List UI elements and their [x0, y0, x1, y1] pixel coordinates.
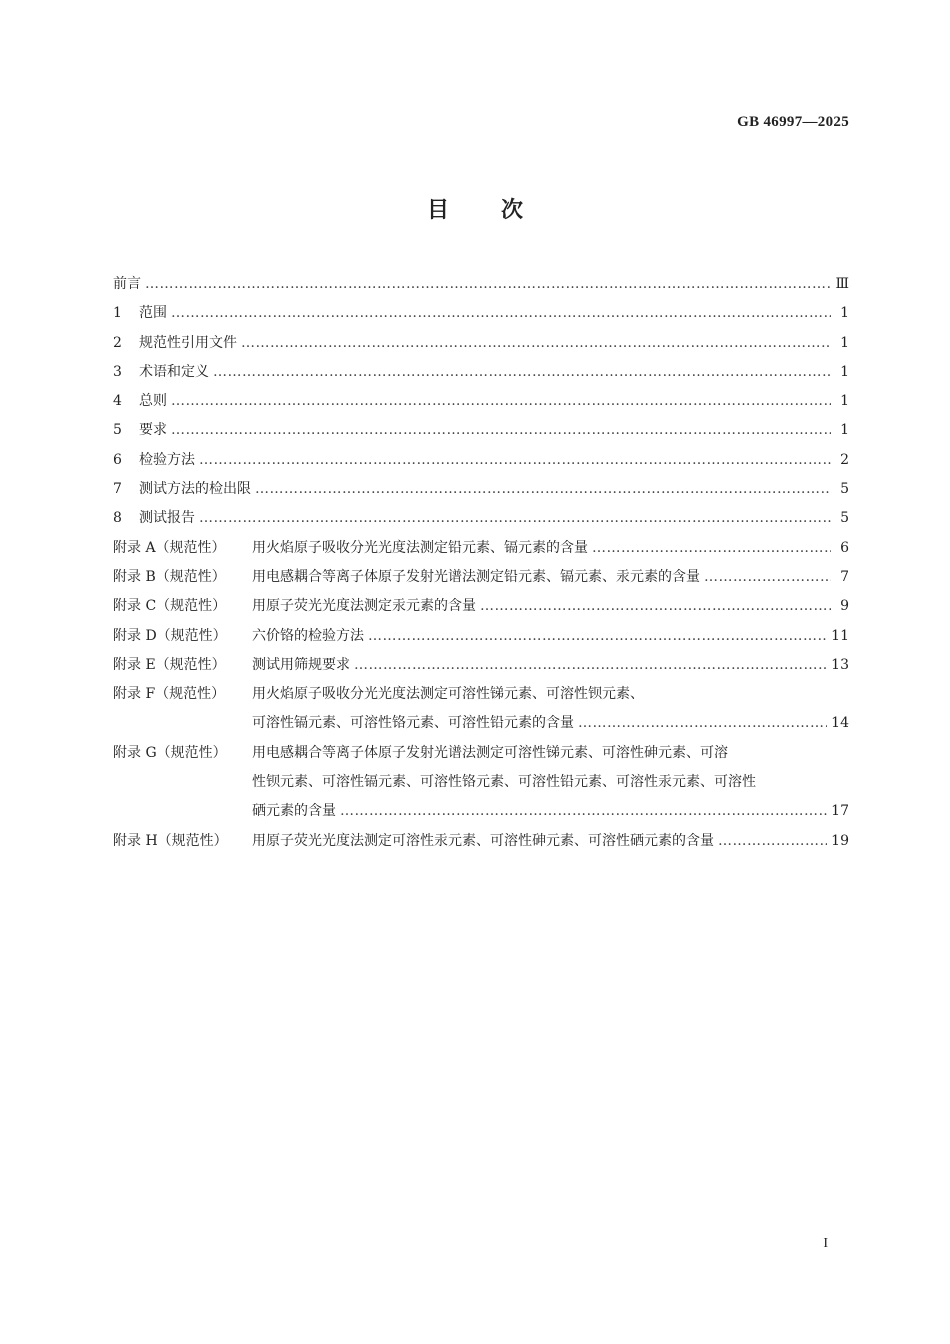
dot-leader [368, 622, 827, 651]
toc-entry-section[interactable] [113, 329, 849, 358]
dot-leader [171, 299, 831, 328]
toc-entry-annex-b[interactable] [113, 563, 849, 592]
toc-entry-annex-a[interactable] [113, 534, 849, 563]
dot-leader [241, 329, 831, 358]
table-of-contents [113, 270, 849, 856]
toc-label: 前言 [113, 276, 141, 292]
toc-page: 7 [840, 568, 849, 585]
toc-page: 6 [840, 539, 849, 556]
toc-label: 测试报告 [139, 510, 195, 527]
toc-label: 可溶性镉元素、可溶性铬元素、可溶性铅元素的含量 [252, 715, 574, 732]
dot-leader [718, 827, 827, 856]
toc-label: 用火焰原子吸收分光光度法测定铅元素、镉元素的含量 [252, 539, 588, 556]
annex-prefix: 附录 H（规范性） [113, 832, 228, 849]
toc-label: 用火焰原子吸收分光光度法测定可溶性锑元素、可溶性钡元素、 [252, 686, 644, 703]
toc-label: 测试方法的检出限 [139, 481, 251, 498]
toc-page: 17 [831, 803, 849, 820]
toc-entry-section[interactable] [113, 358, 849, 387]
annex-prefix: 附录 C（规范性） [113, 598, 227, 615]
dot-leader [480, 592, 831, 621]
toc-entry-section[interactable] [113, 387, 849, 416]
dot-leader [213, 358, 831, 387]
toc-entry-annex-d[interactable] [113, 622, 849, 651]
dot-leader [255, 475, 831, 504]
toc-label: 范围 [139, 305, 167, 322]
toc-entry-annex-g-continued[interactable] [113, 797, 849, 826]
toc-page: 19 [831, 832, 849, 849]
toc-entry-annex-f[interactable] [113, 680, 849, 709]
toc-entry-section[interactable] [113, 475, 849, 504]
toc-page: 1 [840, 305, 849, 322]
toc-entry-annex-g-continued[interactable] [113, 768, 849, 797]
toc-label: 测试用筛规要求 [252, 656, 350, 673]
toc-page: 11 [831, 627, 849, 644]
toc-entry-annex-c[interactable] [113, 592, 849, 621]
toc-label: 用原子荧光光度法测定汞元素的含量 [252, 598, 476, 615]
dot-leader [145, 270, 831, 299]
toc-page: 1 [840, 422, 849, 439]
toc-page: 13 [831, 656, 849, 673]
annex-prefix: 附录 A（规范性） [113, 539, 226, 556]
toc-page: 2 [840, 451, 849, 468]
dot-leader [592, 534, 831, 563]
toc-entry-section[interactable] [113, 504, 849, 533]
toc-entry-annex-h[interactable] [113, 827, 849, 856]
toc-number: 2 [113, 334, 122, 351]
toc-page: 1 [840, 363, 849, 380]
standard-code: GB 46997—2025 [737, 114, 849, 130]
toc-number: 8 [113, 510, 122, 527]
toc-number: 5 [113, 422, 122, 439]
toc-label: 总则 [139, 393, 167, 410]
toc-number: 1 [113, 305, 122, 322]
toc-page: 5 [840, 510, 849, 527]
toc-number: 6 [113, 451, 122, 468]
toc-label: 检验方法 [139, 451, 195, 468]
annex-prefix: 附录 F（规范性） [113, 686, 226, 703]
dot-leader [578, 709, 827, 738]
toc-number: 3 [113, 363, 122, 380]
toc-page: 9 [840, 598, 849, 615]
toc-page: 1 [840, 393, 849, 410]
dot-leader [704, 563, 831, 592]
toc-label: 性钡元素、可溶性镉元素、可溶性铬元素、可溶性铅元素、可溶性汞元素、可溶性 [252, 774, 756, 791]
page-title: 目次 [426, 197, 575, 223]
dot-leader [171, 387, 831, 416]
toc-entry-annex-f-continued[interactable] [113, 709, 849, 738]
page-number: I [823, 1236, 828, 1251]
annex-prefix: 附录 E（规范性） [113, 656, 226, 673]
toc-label: 用原子荧光光度法测定可溶性汞元素、可溶性砷元素、可溶性硒元素的含量 [252, 832, 714, 849]
toc-entry-section[interactable] [113, 446, 849, 475]
toc-label: 硒元素的含量 [252, 803, 336, 820]
toc-label: 用电感耦合等离子体原子发射光谱法测定铅元素、镉元素、汞元素的含量 [252, 568, 700, 585]
annex-prefix: 附录 G（规范性） [113, 744, 227, 761]
annex-prefix: 附录 B（规范性） [113, 568, 226, 585]
toc-label: 术语和定义 [139, 363, 209, 380]
toc-entry-section[interactable] [113, 299, 849, 328]
dot-leader [340, 797, 827, 826]
toc-label: 规范性引用文件 [139, 334, 237, 351]
toc-label: 要求 [139, 422, 167, 439]
dot-leader [171, 416, 831, 445]
toc-page: 5 [840, 481, 849, 498]
toc-page: 1 [840, 334, 849, 351]
toc-page: 14 [831, 715, 849, 732]
toc-label: 六价铬的检验方法 [252, 627, 364, 644]
dot-leader [199, 504, 831, 533]
toc-entry-foreword[interactable] [113, 270, 849, 299]
toc-label: 用电感耦合等离子体原子发射光谱法测定可溶性锑元素、可溶性砷元素、可溶 [252, 744, 728, 761]
annex-prefix: 附录 D（规范性） [113, 627, 227, 644]
toc-entry-annex-g[interactable] [113, 739, 849, 768]
toc-entry-annex-e[interactable] [113, 651, 849, 680]
dot-leader [354, 651, 827, 680]
toc-page: Ⅲ [835, 276, 849, 292]
toc-entry-section[interactable] [113, 416, 849, 445]
dot-leader [199, 446, 831, 475]
toc-number: 4 [113, 393, 122, 410]
toc-number: 7 [113, 481, 122, 498]
